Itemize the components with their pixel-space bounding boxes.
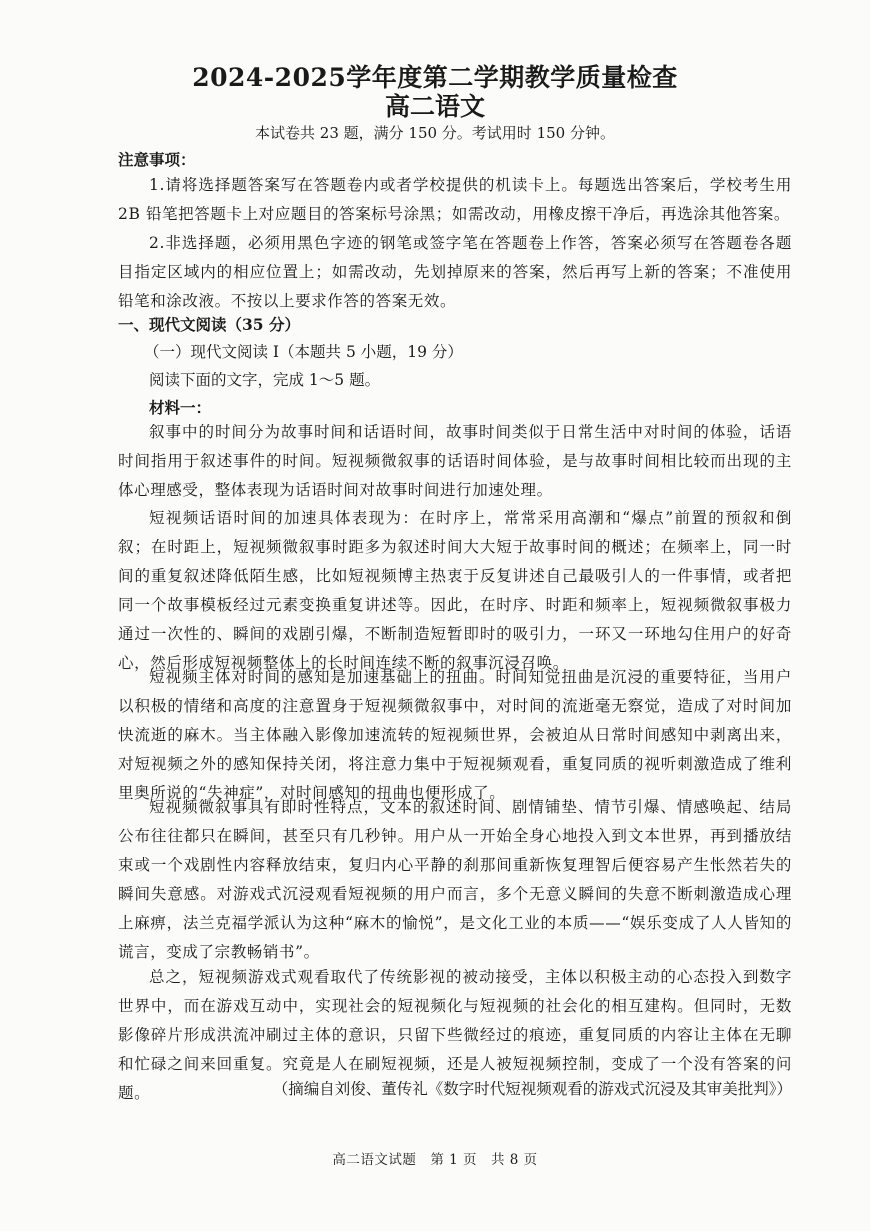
reading-instruction: 阅读下面的文字，完成 1～5 题。: [149, 371, 381, 389]
subsection-heading: （一）现代文阅读 I（本题共 5 小题，19 分）: [144, 343, 463, 361]
passage-paragraph: 叙事中的时间分为故事时间和话语时间，故事时间类似于日常生活中对时间的体验，话语时间指用于叙述事件的时间。短视频微叙事的话语时间体验，是与故事时间相比较而出现的主体心理感受，整体表现为话语时间对故事时间进行加速处理。: [118, 423, 792, 499]
page-footer: 高二语文试题 第 1 页 共 8 页: [332, 1152, 538, 1168]
passage-paragraph: 总之，短视频游戏式观看取代了传统影视的被动接受，主体以积极主动的心态投入到数字世界中，而在游戏互动中，实现社会的短视频化与短视频的社会化的相互建构。但同时，无数影像碎片形成洪流冲刷过主体的意识，只留下些微经过的痕迹，重复同质的内容让主体在无聊和忙碌之间来回重复。究竟是人在刷短视频，还是人被短视频控制，变成了一个没有答案的问题。: [118, 968, 792, 1102]
notice-item-1: 1.请将选择题答案写在答题卷内或者学校提供的机读卡上。每题选出答案后，学校考生用 2B 铅笔把答题卡上对应题目的答案标号涂黑；如需改动，用橡皮擦干净后，再选涂其他答案。: [118, 176, 792, 223]
section-heading: 一、现代文阅读（35 分）: [118, 315, 300, 334]
notice-heading: 注意事项：: [118, 150, 196, 169]
passage-paragraph: 短视频微叙事具有即时性特点，文本的叙述时间、剧情铺垫、情节引爆、情感唤起、结局公布往往都只在瞬间，甚至只有几秒钟。用户从一开始全身心地投入到文本世界，再到播放结束或一个戏剧性内容释放结束，复归内心平静的刹那间重新恢复理智后便容易产生怅然若失的瞬间失意感。对游戏式沉浸观看短视频的用户而言，多个无意义瞬间的失意不断刺激造成心理上麻痹，法兰克福学派认为这种“麻木的愉悦”，是文化工业的本质——“娱乐变成了人人皆知的谎言，变成了宗教畅销书”。: [118, 798, 792, 961]
passage-paragraph: 短视频主体对时间的感知是加速基础上的扭曲。时间知觉扭曲是沉浸的重要特征，当用户以积极的情绪和高度的注意置身于短视频微叙事中，对时间的流逝毫无察觉，造成了对时间加快流逝的麻木。当主体融入影像加速流转的短视频世界，会被迫从日常时间感知中剥离出来，对短视频之外的感知保持关闭，将注意力集中于短视频观看，重复同质的视听刺激造成了维利里奥所说的“失神症”，对时间感知的扭曲也便形成了。: [118, 668, 792, 802]
notice-item-2: 2.非选择题，必须用黑色字迹的钢笔或签字笔在答题卷上作答，答案必须写在答题卷各题目指定区域内的相应位置上；如需改动，先划掉原来的答案，然后再写上新的答案；不准使用铅笔和涂改液。不按以上要求作答的答案无效。: [118, 234, 792, 310]
passage-paragraph: 短视频话语时间的加速具体表现为：在时序上，常常采用高潮和“爆点”前置的预叙和倒叙；在时距上，短视频微叙事时距多为叙述时间大大短于故事时间的概述；在频率上，同一时间的重复叙述降低陌生感，比如短视频博主热衷于反复讲述自己最吸引人的一件事情，或者把同一个故事模板经过元素变换重复讲述等。因此，在时序、时距和频率上，短视频微叙事极力通过一次性的、瞬间的戏剧引爆，不断制造短暂即时的吸引力，一环又一环地勾住用户的好奇心，然后形成短视频整体上的长时间连续不断的叙事沉浸召唤。: [118, 509, 792, 672]
exam-info: 本试卷共 23 题，满分 150 分。考试用时 150 分钟。: [255, 124, 615, 142]
subject-title: 高二语文: [384, 92, 485, 121]
passage-source: （摘编自刘俊、董传礼《数字时代短视频观看的游戏式沉浸及其审美批判》）: [272, 1080, 792, 1098]
material-label: 材料一：: [149, 398, 212, 417]
exam-title: 2024-2025学年度第二学期教学质量检查: [192, 63, 678, 92]
